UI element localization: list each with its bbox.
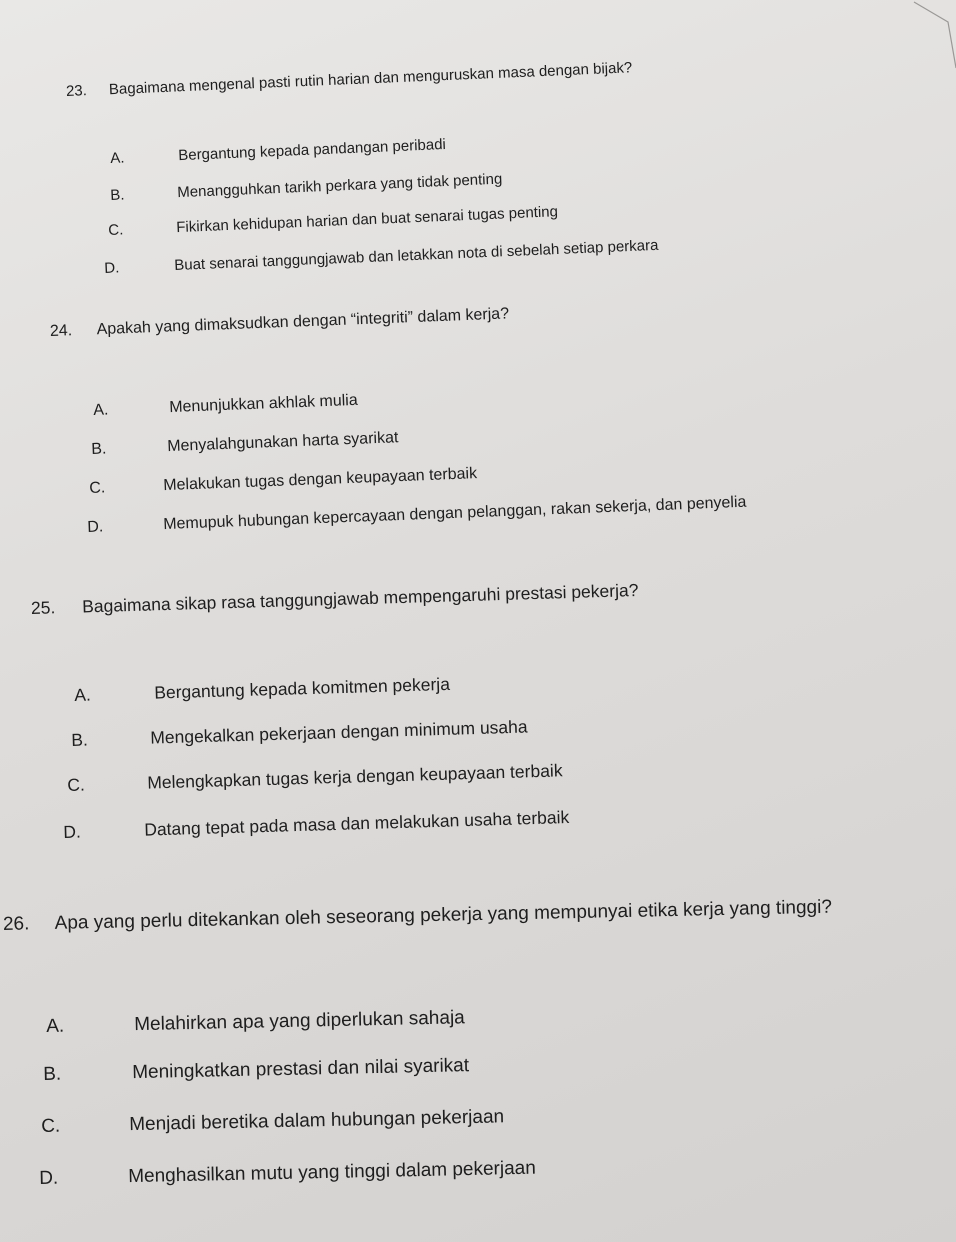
- option-letter: D.: [87, 518, 104, 536]
- question-text: Apakah yang dimaksudkan dengan “integriti” dalam kerja?: [96, 305, 510, 339]
- option-letter: B.: [91, 440, 107, 458]
- option-text: Melakukan tugas dengan keupayaan terbaik: [162, 465, 478, 495]
- option-letter: D.: [39, 1167, 59, 1189]
- option-letter: C.: [41, 1115, 61, 1137]
- question-text: Apa yang perlu ditekankan oleh seseorang pekerja yang mempunyai etika kerja yang tinggi?: [54, 896, 833, 934]
- option-text: Bergantung kepada pandangan peribadi: [177, 135, 447, 165]
- question-text: Bagaimana mengenal pasti rutin harian dan menguruskan masa dengan bijak?: [108, 59, 633, 99]
- option-letter: D.: [63, 821, 82, 842]
- option-letter: C.: [108, 221, 124, 239]
- option-text: Melahirkan apa yang diperlukan sahaja: [133, 1007, 465, 1036]
- option-text: Mengekalkan pekerjaan dengan minimum usaha: [149, 716, 528, 748]
- option-letter: B.: [43, 1063, 62, 1085]
- option-letter: D.: [104, 259, 120, 277]
- option-text: Menghasilkan mutu yang tinggi dalam pekerjaan: [127, 1157, 537, 1188]
- option-text: Fikirkan kehidupan harian dan buat senarai tugas penting: [175, 203, 559, 237]
- option-text: Buat senarai tanggungjawab dan letakkan nota di sebelah setiap perkara: [173, 236, 659, 275]
- page-fold-mark: [896, 0, 956, 70]
- question-text: Bagaimana sikap rasa tanggungjawab mempengaruhi prestasi pekerja?: [81, 579, 639, 617]
- option-text: Memupuk hubungan kepercayaan dengan pelanggan, rakan sekerja, dan penyelia: [162, 493, 747, 534]
- option-text: Menjadi beretika dalam hubungan pekerjaan: [128, 1106, 505, 1136]
- question-stem: [50, 305, 510, 341]
- option-letter: A.: [93, 401, 109, 419]
- option-letter: B.: [71, 729, 89, 750]
- question-stem: [3, 897, 832, 936]
- question-stem: [31, 580, 639, 619]
- option-text: Datang tepat pada masa dan melakukan usaha terbaik: [143, 806, 570, 840]
- option-letter: A.: [110, 149, 125, 167]
- option-text: Meningkatkan prestasi dan nilai syarikat: [131, 1055, 470, 1084]
- question-stem: [66, 59, 633, 100]
- option-text: Menyalahgunakan harta syarikat: [166, 429, 399, 456]
- option-letter: C.: [89, 479, 106, 497]
- option-text: Melengkapkan tugas kerja dengan keupayaan terbaik: [146, 760, 563, 793]
- question-number: 24.: [49, 322, 73, 340]
- option-letter: C.: [67, 774, 86, 795]
- option-letter: A.: [46, 1015, 65, 1037]
- option-letter: A.: [74, 684, 92, 705]
- question-number: 25.: [30, 597, 56, 618]
- option-text: Menunjukkan akhlak mulia: [168, 391, 359, 417]
- option-text: Bergantung kepada komitmen pekerja: [153, 673, 451, 703]
- question-number: 23.: [65, 82, 88, 100]
- question-number: 26.: [2, 913, 30, 935]
- option-text: Menangguhkan tarikh perkara yang tidak penting: [176, 170, 503, 202]
- option-letter: B.: [110, 186, 125, 204]
